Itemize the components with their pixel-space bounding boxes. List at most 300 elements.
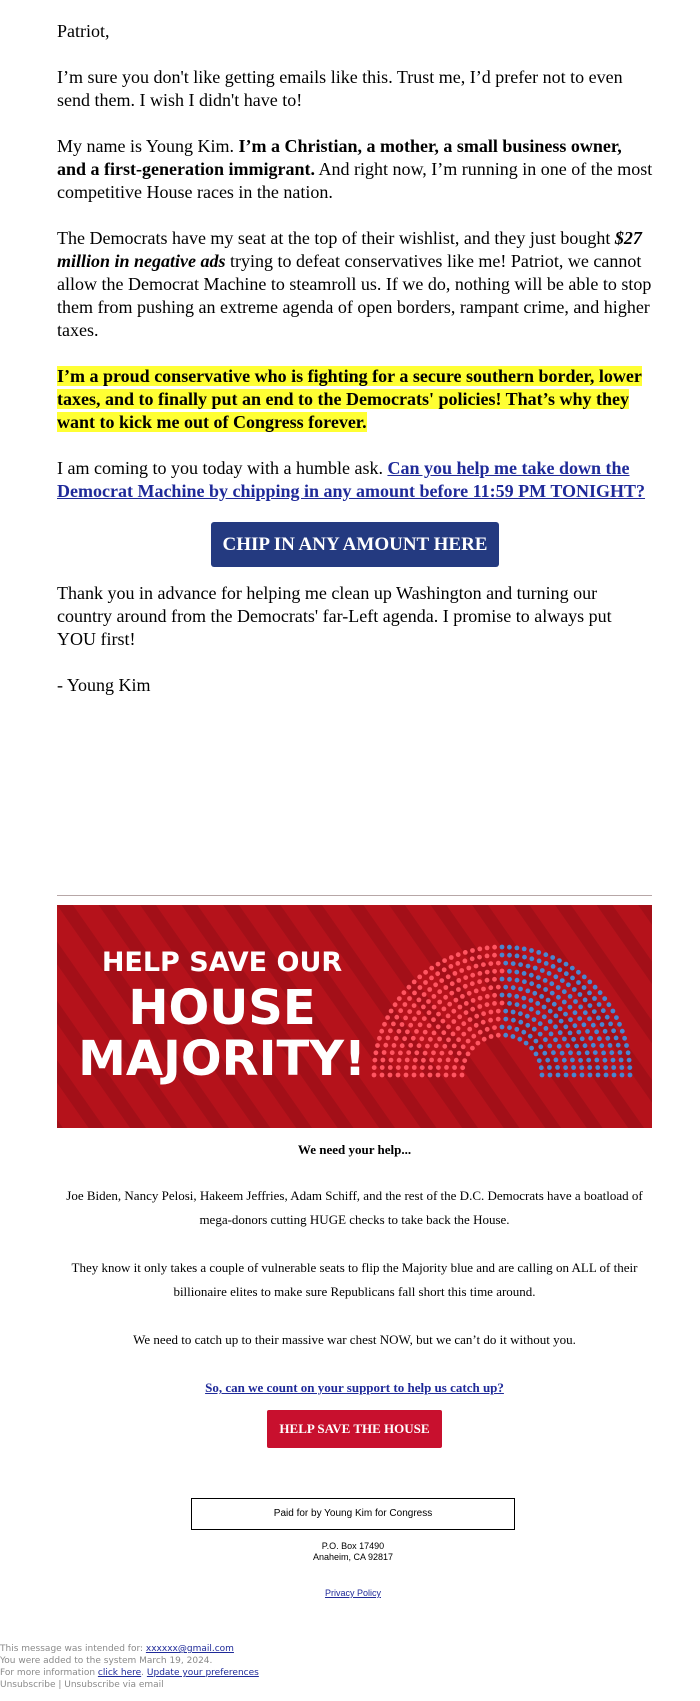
- seat-dot: [603, 1029, 608, 1034]
- seat-dot: [407, 1009, 412, 1014]
- seat-dot: [594, 1029, 599, 1034]
- seat-dot: [536, 1010, 541, 1015]
- seat-dot: [432, 1031, 437, 1036]
- seat-dot: [428, 1073, 433, 1078]
- seat-dot: [444, 1073, 449, 1078]
- signoff: - Young Kim: [57, 675, 151, 695]
- seat-dot: [492, 969, 497, 974]
- address-line-2: Anaheim, CA 92817: [312, 1552, 394, 1562]
- seat-dot: [518, 1020, 523, 1025]
- seat-dot: [580, 1036, 585, 1041]
- seat-dot: [429, 966, 434, 971]
- seat-dot: [414, 1029, 419, 1034]
- banner-graphic: [57, 905, 652, 1128]
- banner-line-3: MAJORITY!: [78, 1031, 366, 1087]
- seat-dot: [507, 1025, 512, 1030]
- seat-dot: [457, 1051, 462, 1056]
- identity-text-a: My name is Young Kim.: [57, 136, 239, 156]
- seat-dot: [471, 1034, 476, 1039]
- seat-dot: [452, 1065, 457, 1070]
- seat-dot: [436, 1024, 441, 1029]
- seat-dot: [529, 998, 534, 1003]
- seat-dot: [522, 971, 527, 976]
- more-info-line: [0, 1667, 259, 1679]
- seat-dot: [536, 950, 541, 955]
- seat-dot: [451, 1019, 456, 1024]
- seat-dot: [525, 1014, 530, 1019]
- seat-dot: [537, 959, 542, 964]
- seat-dot: [478, 996, 483, 1001]
- seat-dot: [452, 1044, 457, 1049]
- seat-dot: [507, 969, 512, 974]
- seat-dot: [446, 1014, 451, 1019]
- seat-dot: [453, 971, 458, 976]
- seat-dot: [485, 970, 490, 975]
- seat-dot: [515, 978, 520, 983]
- seat-dot: [374, 1050, 379, 1055]
- seat-dot: [397, 996, 402, 1001]
- seat-dot: [598, 990, 603, 995]
- seat-dot: [526, 964, 531, 969]
- seat-dot: [552, 1002, 557, 1007]
- seat-dot: [574, 1044, 579, 1049]
- seat-dot: [626, 1050, 631, 1055]
- seat-dot: [474, 1014, 479, 1019]
- seat-dot: [474, 964, 479, 969]
- seat-dot: [620, 1073, 625, 1078]
- seat-dot: [565, 1043, 570, 1048]
- seat-dot: [382, 1050, 387, 1055]
- seat-dot: [400, 1022, 405, 1027]
- seat-dot: [398, 1051, 403, 1056]
- seat-dot: [444, 1065, 449, 1070]
- seat-dot: [572, 1073, 577, 1078]
- seat-dot: [413, 1058, 418, 1063]
- seat-dot: [470, 973, 475, 978]
- privacy-policy-link[interactable]: Privacy Policy: [324, 1588, 381, 1598]
- seat-dot: [492, 953, 497, 958]
- seat-dot: [563, 1012, 568, 1017]
- seat-dot: [451, 1032, 456, 1037]
- seat-dot: [588, 1073, 593, 1078]
- seat-dot: [432, 1005, 437, 1010]
- seat-dot: [481, 987, 486, 992]
- seat-dot: [443, 995, 448, 1000]
- seat-dot: [422, 992, 427, 997]
- email-letter: [57, 20, 653, 720]
- seat-dot: [538, 1032, 543, 1037]
- seat-dot: [443, 985, 448, 990]
- seat-dot: [580, 1073, 585, 1078]
- seat-dot: [614, 1036, 619, 1041]
- seat-dot: [532, 1027, 537, 1032]
- seat-dot: [578, 1058, 583, 1063]
- seat-dot: [412, 1003, 417, 1008]
- seat-dot: [627, 1058, 632, 1063]
- seat-dot: [603, 1065, 608, 1070]
- seat-dot: [403, 1016, 408, 1021]
- seat-dot: [500, 953, 505, 958]
- seat-dot: [496, 1017, 501, 1022]
- seat-dot: [372, 1073, 377, 1078]
- seat-dot: [446, 1024, 451, 1029]
- seat-dot: [436, 1012, 441, 1017]
- seat-dot: [557, 1044, 562, 1049]
- seat-dot: [392, 1043, 397, 1048]
- seat-dot: [464, 1001, 469, 1006]
- seat-dot: [500, 1025, 505, 1030]
- seat-dot: [470, 948, 475, 953]
- seat-dot: [522, 979, 527, 984]
- seat-dot: [422, 1016, 427, 1021]
- seat-dot: [515, 954, 520, 959]
- seat-dot: [481, 1011, 486, 1016]
- seat-dot: [619, 1065, 624, 1070]
- seat-dot: [389, 1058, 394, 1063]
- seat-dot: [536, 975, 541, 980]
- seat-dot: [423, 1030, 428, 1035]
- seat-dot: [553, 1024, 558, 1029]
- seat-dot: [446, 1037, 451, 1042]
- seat-dot: [599, 1043, 604, 1048]
- seat-dot: [514, 1027, 519, 1032]
- seat-dot: [417, 975, 422, 980]
- seat-dot: [462, 1058, 467, 1063]
- seat-dot: [455, 961, 460, 966]
- seat-dot: [548, 1009, 553, 1014]
- seat-dot: [420, 1065, 425, 1070]
- seat-dot: [431, 1050, 436, 1055]
- seat-dot: [418, 985, 423, 990]
- unsubscribe-email-link[interactable]: Unsubscribe via email: [64, 1680, 164, 1690]
- seat-dot: [447, 1002, 452, 1007]
- seat-dot: [463, 984, 468, 989]
- seat-dot: [411, 1036, 416, 1041]
- footer-lead: We need your help...: [297, 1142, 412, 1157]
- seat-dot: [402, 1036, 407, 1041]
- seat-dot: [558, 1007, 563, 1012]
- seat-dot: [533, 966, 538, 971]
- seat-dot: [441, 1030, 446, 1035]
- email-meta: [0, 1643, 259, 1691]
- seat-dot: [446, 974, 451, 979]
- seat-dot: [515, 946, 520, 951]
- seat-dot: [559, 1019, 564, 1024]
- seat-dot: [522, 947, 527, 952]
- seat-dot: [555, 1065, 560, 1070]
- seat-dot: [463, 950, 468, 955]
- seat-dot: [544, 1026, 549, 1031]
- seat-dot: [418, 1022, 423, 1027]
- seat-dot: [456, 978, 461, 983]
- seat-dot: [522, 1004, 527, 1009]
- seat-dot: [617, 1022, 622, 1027]
- seat-dot: [596, 1016, 601, 1021]
- seat-dot: [529, 1007, 534, 1012]
- seat-dot: [474, 1023, 479, 1028]
- seat-dot: [534, 1052, 539, 1057]
- seat-dot: [548, 1019, 553, 1024]
- seat-dot: [597, 1002, 602, 1007]
- seat-dot: [624, 1043, 629, 1048]
- seat-dot: [425, 1044, 430, 1049]
- pipe-separator: |: [55, 1680, 65, 1690]
- donate-link[interactable]: Can you help me take down the Democrat Machine by chipping in any amount before 11:59 PM TONIGHT?: [57, 458, 646, 501]
- seat-dot: [389, 1009, 394, 1014]
- seat-dot: [412, 1016, 417, 1021]
- seat-dot: [620, 1029, 625, 1034]
- unsubscribe-link[interactable]: Unsubscribe: [0, 1680, 56, 1690]
- seat-dot: [406, 1050, 411, 1055]
- seat-dot: [576, 970, 581, 975]
- democrats-text-b: trying to defeat conservatives like me! Patriot, we cannot allow the Democrat Machine to steamroll us. If we do, nothing will be able to stop them from pushing an extreme agenda of open borders, rampant crime, and higher taxes.: [57, 251, 652, 340]
- seat-dot: [393, 1002, 398, 1007]
- seat-dot: [485, 954, 490, 959]
- seat-dot: [542, 1005, 547, 1010]
- seat-dot: [608, 1043, 613, 1048]
- update-preferences-link[interactable]: Update your preferences: [146, 1668, 259, 1678]
- seat-dot: [436, 1073, 441, 1078]
- seat-dot: [511, 961, 516, 966]
- seat-dot: [560, 978, 565, 983]
- recipient-email-link[interactable]: xxxxxx@gmail.com: [145, 1644, 234, 1654]
- seat-dot: [448, 1050, 453, 1055]
- seat-dot: [398, 1008, 403, 1013]
- seat-dot: [532, 1017, 537, 1022]
- seat-dot: [554, 1014, 559, 1019]
- seat-dot: [573, 999, 578, 1004]
- seat-dot: [488, 1018, 493, 1023]
- seat-dot: [388, 1065, 393, 1070]
- seat-dot: [511, 1034, 516, 1039]
- seat-dot: [562, 1058, 567, 1063]
- seat-dot: [611, 1009, 616, 1014]
- seat-dot: [604, 1073, 609, 1078]
- seat-dot: [434, 1043, 439, 1048]
- seat-dot: [605, 1015, 610, 1020]
- seat-dot: [466, 966, 471, 971]
- seat-dot: [562, 1037, 567, 1042]
- seat-dot: [481, 962, 486, 967]
- paragraph-intro: I’m sure you don't like getting emails like this. Trust me, I’d prefer not to even send them. I wish I didn't have to!: [57, 67, 623, 110]
- mailing-address: [191, 1541, 515, 1563]
- seat-dot: [521, 1030, 526, 1035]
- seat-dot: [421, 1005, 426, 1010]
- ask-text: I am coming to you today with a humble ask.: [57, 458, 388, 478]
- seat-dot: [557, 958, 562, 963]
- seat-dot: [608, 1022, 613, 1027]
- seat-dot: [442, 967, 447, 972]
- seat-dot: [500, 1001, 505, 1006]
- seat-dot: [436, 1065, 441, 1070]
- seat-dot: [404, 1073, 409, 1078]
- seat-dot: [542, 1014, 547, 1019]
- seat-dot: [547, 971, 552, 976]
- seat-dot: [511, 1010, 516, 1015]
- seat-dot: [529, 948, 534, 953]
- seat-dot: [582, 1022, 587, 1027]
- seat-dot: [602, 996, 607, 1001]
- seat-dot: [467, 1027, 472, 1032]
- seat-dot: [477, 955, 482, 960]
- identity-text-b: And right now, I’m running in one of the most competitive House races in the nation.: [57, 159, 653, 202]
- seat-dot: [485, 1002, 490, 1007]
- seat-dot: [390, 1050, 395, 1055]
- click-here-link[interactable]: click here: [97, 1668, 142, 1678]
- intended-for-label: This message was intended for:: [0, 1644, 146, 1654]
- seat-dot: [449, 964, 454, 969]
- paragraph-ask: [57, 457, 653, 503]
- seat-dot: [566, 982, 571, 987]
- seat-dot: [388, 1073, 393, 1078]
- seat-dot: [540, 968, 545, 973]
- seat-dot: [449, 991, 454, 996]
- seat-dot: [412, 991, 417, 996]
- seat-dot: [546, 998, 551, 1003]
- seat-dot: [543, 978, 548, 983]
- seat-dot: [545, 1058, 550, 1063]
- footer-paragraph-1: Joe Biden, Nancy Pelosi, Hakeem Jeffries, Adam Schiff, and the rest of the D.C. Democrats have a boatload of mega-donors cutting HUGE checks to take back the House.: [66, 1188, 643, 1227]
- seat-dot: [449, 955, 454, 960]
- banner-line-1: HELP SAVE OUR: [101, 947, 343, 978]
- seat-dot: [468, 1017, 473, 1022]
- seat-dot: [603, 1058, 608, 1063]
- seat-dot: [591, 1043, 596, 1048]
- seat-dot: [439, 978, 444, 983]
- seat-dot: [597, 1036, 602, 1041]
- seat-dot: [571, 1065, 576, 1070]
- seat-dot: [381, 1058, 386, 1063]
- seat-dot: [585, 1050, 590, 1055]
- seat-dot: [537, 1058, 542, 1063]
- seat-dot: [492, 1001, 497, 1006]
- seat-dot: [619, 1058, 624, 1063]
- seat-dot: [579, 1065, 584, 1070]
- seat-dot: [492, 1025, 497, 1030]
- footer-body: [57, 1138, 652, 1448]
- seat-dot: [496, 1033, 501, 1038]
- seat-dot: [556, 985, 561, 990]
- seat-dot: [529, 973, 534, 978]
- seat-dot: [452, 1073, 457, 1078]
- seat-dot: [558, 1030, 563, 1035]
- seat-dot: [503, 1017, 508, 1022]
- seat-dot: [593, 985, 598, 990]
- seat-dot: [576, 1030, 581, 1035]
- seat-dot: [481, 1020, 486, 1025]
- seat-dot: [568, 994, 573, 999]
- seat-dot: [458, 1005, 463, 1010]
- seat-dot: [435, 971, 440, 976]
- seat-dot: [427, 1023, 432, 1028]
- paragraph-thanks: Thank you in advance for helping me clean up Washington and turning our country around from the Democrats' far-Left agenda. I promise to always put YOU first!: [57, 583, 612, 649]
- seat-dot: [397, 1029, 402, 1034]
- seat-dot: [578, 992, 583, 997]
- seat-dot: [582, 985, 587, 990]
- seat-dot: [429, 976, 434, 981]
- seat-dot: [600, 1022, 605, 1027]
- seat-dot: [616, 1043, 621, 1048]
- seat-dot: [563, 1024, 568, 1029]
- seat-dot: [503, 985, 508, 990]
- chip-in-button[interactable]: CHIP IN ANY AMOUNT HERE: [211, 522, 500, 567]
- footer-paragraph-3: We need to catch up to their massive war chest NOW, but we can’t do it without you.: [133, 1332, 576, 1347]
- seat-dot: [539, 1065, 544, 1070]
- seat-dot: [442, 1007, 447, 1012]
- seat-dot: [437, 1000, 442, 1005]
- seat-dot: [405, 1029, 410, 1034]
- seat-dot: [421, 1058, 426, 1063]
- seat-dot: [412, 1065, 417, 1070]
- seat-dot: [563, 1065, 568, 1070]
- highlighted-text: I’m a proud conservative who is fighting for a secure southern border, lower taxes, and to finally put an end to the Democrats' policies! That’s why they want to kick me out of Congress forever.: [57, 366, 642, 432]
- seat-dot: [611, 1058, 616, 1063]
- seat-dot: [476, 1041, 481, 1046]
- seat-dot: [595, 1065, 600, 1070]
- seat-dot: [543, 1037, 548, 1042]
- seat-dot: [596, 1073, 601, 1078]
- seat-dot: [456, 952, 461, 957]
- seat-dot: [549, 981, 554, 986]
- seat-dot: [529, 981, 534, 986]
- seat-dot: [496, 1009, 501, 1014]
- house-majority-banner[interactable]: [57, 905, 652, 1128]
- seat-dot: [485, 978, 490, 983]
- seat-dot: [403, 1002, 408, 1007]
- seat-dot: [412, 1073, 417, 1078]
- seat-dot: [423, 980, 428, 985]
- seat-dot: [419, 1036, 424, 1041]
- seat-dot: [507, 977, 512, 982]
- seat-dot: [568, 1050, 573, 1055]
- seat-dot: [404, 1065, 409, 1070]
- seat-dot: [522, 955, 527, 960]
- seat-dot: [427, 987, 432, 992]
- seat-dot: [582, 975, 587, 980]
- seat-dot: [496, 985, 501, 990]
- seat-dot: [488, 961, 493, 966]
- seat-dot: [459, 968, 464, 973]
- seat-dot: [461, 1032, 466, 1037]
- seat-dot: [474, 989, 479, 994]
- seat-dot: [592, 996, 597, 1001]
- seat-dot: [524, 1041, 529, 1046]
- seat-dot: [377, 1036, 382, 1041]
- footer-link-paragraph: [57, 1376, 652, 1400]
- seat-dot: [548, 1073, 553, 1078]
- support-link[interactable]: So, can we count on your support to help us catch up?: [205, 1380, 504, 1395]
- seat-dot: [426, 999, 431, 1004]
- separator: .: [141, 1668, 147, 1678]
- seat-dot: [461, 1021, 466, 1026]
- greeting: Patriot,: [57, 21, 110, 41]
- seat-dot: [408, 1043, 413, 1048]
- seat-dot: [534, 1039, 539, 1044]
- seat-dot: [540, 1073, 545, 1078]
- help-save-house-button[interactable]: HELP SAVE THE HOUSE: [267, 1410, 441, 1448]
- seat-dot: [500, 969, 505, 974]
- seat-dot: [549, 1032, 554, 1037]
- seat-dot: [542, 1051, 547, 1056]
- seat-dot: [470, 956, 475, 961]
- seat-dot: [536, 984, 541, 989]
- address-line-1: P.O. Box 17490: [321, 1541, 385, 1551]
- seat-dot: [437, 1037, 442, 1042]
- seat-dot: [375, 1043, 380, 1048]
- seat-dot: [535, 1001, 540, 1006]
- seat-dot: [544, 961, 549, 966]
- seat-dot: [568, 1005, 573, 1010]
